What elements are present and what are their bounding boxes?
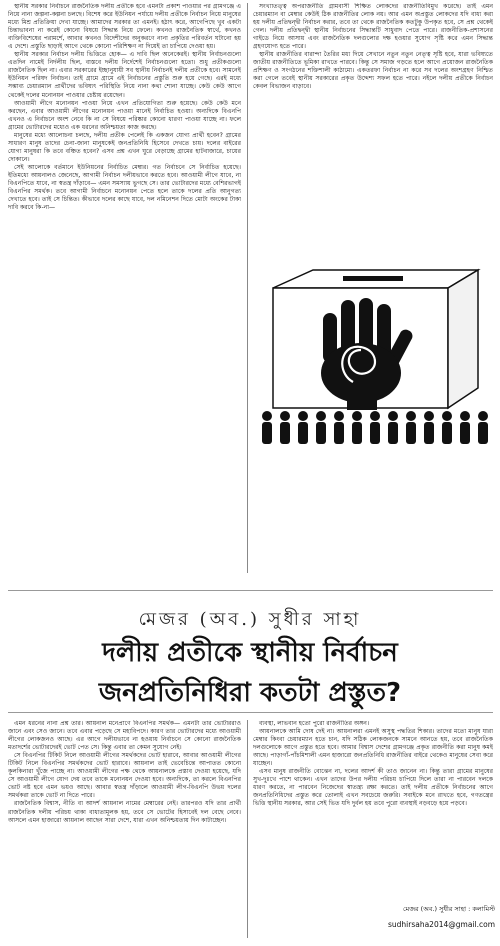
divider: [8, 712, 493, 713]
paragraph: মানুষের মধ্যে আলোচনা চলছে, দলীয় প্রতীক পেলেই কি একজন যোগ্য প্রার্থী হবেন? গ্রামের সাধারণ মানুষ তাদের চেনা-জানা মানুষকেই জনপ্রতিনিধি হিসেবে দেখতে চায়। দলের বাইরের যোগ্য মানুষরা কি তবে বঞ্চিত হবেন? এসব প্রশ্ন এখন ঘুরে বেড়াচ্ছে গ্রামের হাটবাজারে, চায়ের দোকানে।: [8, 131, 241, 163]
paragraph: স্থানীয় সরকার নির্বাচনে রাজনৈতিক দলীয় প্রতীকে হবে এমনটা প্রকাশ পাওয়ার পর গ্রামগঞ্জে এ নিয়ে নানা জল্পনা-কল্পনা চলছে। বিশেষ করে ইউনিয়ন পর্যায়ে দলীয় প্রতীকে নির্বাচন নিয়ে মানুষের মধ্যে মিশ্র প্রতিক্রিয়া দেখা যাচ্ছে। আমাদের সরকার তা এমনই। হঠাৎ করে, আগেপিছে খুব একটা চিন্তাভাবনা না করেই কোনো বিষয়ে সিদ্ধান্ত নিয়ে ফেলে। কখনও রাজনৈতিক স্বার্থে, কখনও ব্যক্তিবিশেষের পরামর্শে, আবার কখনও বিদেশীদের অনুকরণে নানা প্রকৃতির পরিবর্তন ঘটানো হয় এ দেশে। প্রস্তুতি ছাড়াই আগে থেকে কোনো পরিশিক্ষণ না দিয়েই তা চাপিয়ে দেওয়া হয়।: [8, 3, 241, 51]
author-email: sudhirsaha2014@gmail.com: [387, 920, 495, 929]
paragraph: স্থানীয় রাজনীতির বারান্দা তৈরির মধ্য দিয়ে সেখানে নতুন নতুন নেতৃত্ব সৃষ্টি হবে, যারা ভবিষ্যতে জাতীয় রাজনীতিতে ভূমিকা রাখতে পারবে। কিন্তু সে সমাজ গড়তে হলে আগে প্রয়োজন রাজনৈতিক প্রশিক্ষণ ও সংগঠনের শক্তিশালী কাঠামো। একতরফা নির্বাচন না করে সব দলের অংশগ্রহণ নিশ্চিত করা গেলে তবেই স্থানীয় সরকারের প্রকৃত উদ্দেশ্য সফল হতে পারে। নইলে দলীয় প্রতীকে নির্বাচন কেবল বিভাজন বাড়াবে।: [253, 51, 493, 91]
headline-line-2: জনপ্রতিনিধিরা কতটা প্রস্তুত?: [98, 678, 402, 708]
paragraph: সে বিএনপির টিকিট নিলে আওয়ামী লীগের সমর্থকদের ভোট হারাবে, আবার আওয়ামী লীগের টিকিট নিলে বিএনপির সমর্থকদের ভোট হারাবে। আয়নাল তাই ভেবেচিন্তে আপাতত কোনো কূলকিনারা খুঁজে পাচ্ছে না। আওয়ামী লীগের পক্ষ থেকে আয়নালকে প্রস্তাব দেওয়া হয়েছে, যদি সে আওয়ামী লীগে যোগ দেয় তবে তাকে মনোনয়ন দেওয়া হবে। অন্যদিকে, তা করলে বিএনপির ভোট নষ্ট হবে এমন ভয়ও আছে। আবার স্বতন্ত্র দাঁড়ালে আওয়ামী লীগ-বিএনপি উভয় দলের সমর্থকরা তাকে ভোট না দিতে পারে।: [8, 752, 241, 800]
paragraph: এসব মানুষ রাজনীতি বোঝেন না, দলের আদর্শ কী তাও জানেন না। কিন্তু তারা গ্রামের মানুষের সুখ-দুঃখে পাশে থাকেন। এখন তাদের উপর দলীয় পরিচয় চাপিয়ে দিলে তারা না পারবেন দলকে ধারণ করতে, না পারবেন নিজেদের স্বাতন্ত্র্য রক্ষা করতে। তাই দলীয় প্রতীকে নির্বাচনের আগে জনপ্রতিনিধিদের প্রস্তুত করে তোলাই এখন সবচেয়ে জরুরি। সবাইকে মনে রাখতে হবে, গণতন্ত্রের ভিত্তি স্থানীয় সরকার, আর সেই ভিত যদি দুর্বল হয় তবে পুরো ব্যবস্থাই নড়বড়ে হয়ে পড়বে।: [253, 768, 493, 808]
paragraph: রাজনৈতিক বিশ্বাস, নীতি বা আদর্শ আয়নাল নামের মেম্বারের নেই। তারপরও যদি তার প্রার্থী রাজনৈতিক দলীয় পরিচয় থাকা বাধ্যতামূলক হয়, তবে সে ভোটের হিসাবেই দল বেছে নেবে। আসলে এমন হাজারো আয়নাল আছেন সারা দেশে, যারা এখন অনিশ্চয়তায় দিন কাটাচ্ছেন।: [8, 800, 241, 824]
article-column-top-left: [8, 3, 241, 573]
raised-hand-ballot-box-icon: [253, 258, 495, 453]
article-column-bottom-left: [8, 720, 241, 938]
paragraph: সেই আলোকে বর্তমানে ইউনিয়নের নির্বাচিত মেম্বার। গত নির্বাচনে সে নির্বাচিত হয়েছে। ইতিমধ্যে আয়নালও জেনেছে, আগামী নির্বাচন দলীয়ভাবে করতে হবে। আওয়ামী লীগে যাবে, না বিএনপিতে যাবে, না স্বতন্ত্র দাঁড়াবে— এমন সমস্যায় ভুগছে সে। তার ভোটারদের মধ্যে বেশিরভাগই বিএনপির সমর্থক। তবে আগামী নির্বাচনে মনোনয়ন পেতে হলে তাকে দলের প্রতি আনুগত্য দেখাতে হবে। তাই সে চিন্তিত। কীভাবে দলের কাছে যাবে, দল নমিনেশন দিতে মোটা অংকের টাকা দাবি করবে কি-না—: [8, 163, 241, 212]
headline-line-1: দলীয় প্রতীকে স্থানীয় নির্বাচন: [102, 638, 398, 668]
column-divider: [247, 3, 248, 573]
article-column-bottom-right: [253, 720, 493, 895]
paragraph: আওয়ামী লীগে মনোনয়ন পাওয়া নিয়ে এখন প্রতিযোগিতা শুরু হয়েছে। কেউ কেউ মনে করছেন, এবার আওয়ামী লীগের মনোনয়ন পাওয়া মানেই নির্বাচিত হওয়া। অন্যদিকে বিএনপি এখনও এ নির্বাচনে অংশ নেবে কি না সে বিষয়ে পরিষ্কার কোনো ধারণা পাওয়া যাচ্ছে না। ফলে গ্রামের ভোটারদের মধ্যেও এক ধরনের অনিশ্চয়তা কাজ করছে।: [8, 99, 241, 131]
paragraph: এমন ধরনের নানা প্রশ্ন তার। আয়নাল মনেপ্রাণে বিএনপির সমর্থক— এমনটা তার ভোটাররাও জানে এবং সেও জানে। তবে এবার পড়েছে সে মহাবিপদে। কারণ তার ভোটারদের মধ্যে আওয়ামী লীগের লোকজনও আছে। এর আগে দলীয়ভাবে না হওয়ায় নির্বাচনে সে কোনো রাজনৈতিক মতাদর্শের ভোটারদেরই ভোট পেত সে। কিন্তু এবার তা কেমন সুযোগ নেই।: [8, 720, 241, 752]
paragraph: সংখ্যাতত্ত্ব অপরাজনীতি গ্রামবাসী শিক্ষিত লোকদের রাজনীতিবিমুখ করেছে। তাই এমন চেয়ারম্যান বা মেম্বার কেউই ঠিক রাজনীতির লোক নয়। আর এমন অপ্রস্তুত লোকদের যদি বাধ্য করা হয় দলীয় প্রতিদ্বন্দ্বী নির্বাচন করার, তবে তা থেকে রাজনৈতিক কতটুকু উপকৃত হবে, সে প্রশ্ন থেকেই গেল। দলীয় প্রতিদ্বন্দ্বী স্থানীয় নির্বাচনের সিদ্ধান্তটি সাধুবাদ পেতে পারে। রাজনীতিক-প্রশাসনের গাইডে নিয়ে আসায় এবং রাজনৈতিক দলগুলোর দক্ষ হওয়ার সুযোগ সৃষ্টি করে এমন সিদ্ধান্ত গ্রহণযোগ্য হতে পারে।: [253, 3, 493, 51]
author-signature: মেজর (অব.) সুধীর সাহা : কলামিস্ট: [402, 905, 495, 913]
paragraph: ব্যবস্থা, লাভবান হতো পুরো রাজনীতির অঙ্গন।: [259, 720, 370, 727]
column-divider: [247, 720, 248, 938]
byline: মেজর (অব.) সুধীর সাহা: [138, 609, 362, 630]
article-column-top-right: [253, 3, 493, 255]
paragraph: স্থানীয় সরকার নির্বাচন দলীয় ভিত্তিতে হোক— এ দাবি ছিল অনেকেরই। স্থানীয় নির্বাচনগুলো এতদিন নামেই নির্দলীয় ছিল, বাস্তবে দলীয় নির্দেশেই নির্বাচনগুলো হতো। শুধু প্রতীকগুলো রাজনৈতিক ছিল না। এবার সরকারের ইচ্ছানুযায়ী সব স্থানীয় নির্বাচনই দলীয় প্রতীকে হবে। সামনেই ইউনিয়ন পরিষদ নির্বাচন। তাই গ্রামে গ্রামে এই নির্বাচনের প্রস্তুতি শুরু হয়ে গেছে। এরই মধ্যে সম্ভাব্য চেয়ারম্যান প্রার্থীদের ভবিষ্যৎ পরিস্থিতি নিয়ে নানা কথা শোনা যাচ্ছে। কেউ কেউ আগে থেকেই দলের মনোনয়ন পাওয়ার চেষ্টায় রয়েছেন।: [8, 51, 241, 99]
divider: [8, 590, 493, 591]
paragraph: আয়নালকে আমি দোষ দেই না। আয়নালরা এমনই অসুস্থ পদ্ধতির শিকার। তাদের মতো মানুষ যারা মেম্বার কিংবা চেয়ারম্যান হতে চান, যদি সঠিক লোকজনকে সামনে আনতে হয়, তবে রাজনৈতিক দলগুলোকে আগে প্রস্তুত হতে হবে। আমার বিশ্বাস দেশের গ্রামগঞ্জে প্রকৃত রাজনীতি করা মানুষ কমই আছে। পাড়াগাঁ-পাঁচমিশালী এমন হাজারো জনপ্রতিনিধি রাজনীতির বাইরে থেকেও মানুষের সেবা করে যাচ্ছেন।: [253, 728, 493, 768]
